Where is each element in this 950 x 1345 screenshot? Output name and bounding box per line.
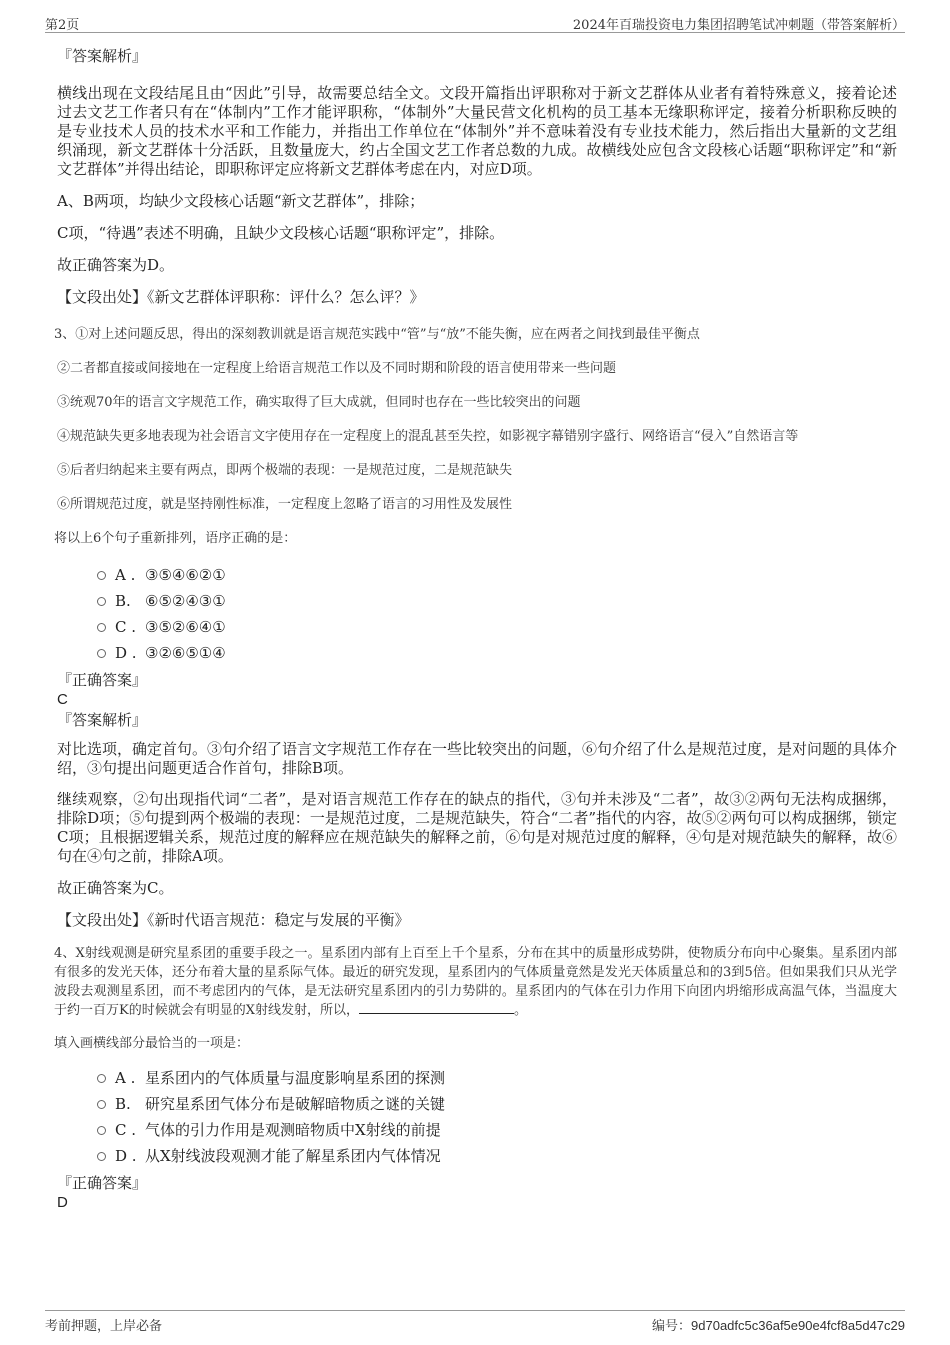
radio-button[interactable] (97, 1074, 106, 1083)
q4-options (57, 1065, 897, 1169)
radio-button[interactable] (97, 1152, 106, 1161)
q2-analysis-c: C项，“待遇”表述不明确，且缺少文段核心话题“职称评定”，排除。 (57, 224, 505, 242)
radio-button[interactable] (97, 623, 106, 632)
q3-option-d[interactable]: D . ③②⑥⑤①④ (57, 640, 897, 666)
page-footer (45, 1310, 905, 1335)
q3-conclusion: 故正确答案为C。 (57, 879, 174, 897)
q4-option-d[interactable]: D . 从X射线波段观测才能了解星系团内气体情况 (57, 1143, 897, 1169)
q3-sentence-3: ③统观70年的语言文字规范工作，确实取得了巨大成就，但同时也存在一些比较突出的问题 (57, 395, 581, 410)
q3-sentence-2: ②二者都直接或间接地在一定程度上给语言规范工作以及不同时期和阶段的语言使用带来一些问题 (57, 361, 617, 376)
q3-option-b[interactable]: B. ⑥⑤②④③① (57, 588, 897, 614)
document-id: 编号：9d70adfc5c36af5e90e4fcf8a5d47c29 (652, 1318, 905, 1333)
q3-sentence-1: 3、①对上述问题反思，得出的深刻教训就是语言规范实践中“管”与“放”不能失衡，应在两者之间找到最佳平衡点 (54, 327, 700, 342)
q4-answer-label: 『正确答案』 (57, 1174, 148, 1192)
q3-analysis-p2: 继续观察，②句出现指代词“二者”，是对语言规范工作存在的缺点的指代，③句并未涉及“二者”，故③②两句无法构成捆绑，排除D项；⑤句提到两个极端的表现：一是规范过度，二是规范缺失，符合“二者”指代的内容，故⑤②两句可以构成捆绑，锁定C项；且根据逻辑关系，规范过度的解释应在规范缺失的解释之前，⑥句是对规范过度的解释，④句是对规范缺失的解释，故⑥句在④句之前，排除A项。 (57, 790, 897, 865)
q3-option-c[interactable]: C . ③⑤②⑥④① (57, 614, 897, 640)
q4-option-a[interactable]: A . 星系团内的气体质量与温度影响星系团的探测 (57, 1065, 897, 1091)
answer-blank (359, 1001, 514, 1014)
q3-source: 【文段出处】《新时代语言规范：稳定与发展的平衡》 (57, 911, 410, 929)
document-body (54, 42, 898, 1213)
page-number: 第2页 (45, 18, 80, 33)
q3-analysis-label: 『答案解析』 (57, 711, 148, 729)
q2-analysis-label: 『答案解析』 (57, 47, 148, 65)
q3-answer: C (57, 691, 68, 708)
document-title: 2024年百瑞投资电力集团招聘笔试冲刺题（带答案解析） (572, 18, 905, 33)
page-header (45, 10, 905, 33)
q2-analysis-text: 横线出现在文段结尾且由“因此”引导，故需要总结全文。文段开篇指出评职称对于新文艺群体从业者有着特殊意义，接着论述过去文艺工作者只有在“体制内”工作才能评职称，“体制外”大量民营文化机构的员工基本无缘职称评定，接着分析职称反映的是专业技术人员的技术水平和工作能力，并指出工作单位在“体制外”并不意味着没有专业技术能力，然后指出大量新的文艺组织涌现，新文艺群体十分活跃，且数量庞大，约占全国文艺工作者总数的九成。故横线处应包含文段核心话题“职称评定”和“新文艺群体”并得出结论，即职称评定应将新文艺群体考虑在内，对应D项。 (57, 84, 897, 178)
q4-answer: D (57, 1194, 68, 1211)
radio-button[interactable] (97, 1100, 106, 1109)
footer-slogan: 考前押题，上岸必备 (45, 1319, 163, 1334)
q4-option-c[interactable]: C . 气体的引力作用是观测暗物质中X射线的前提 (57, 1117, 897, 1143)
q3-option-a[interactable]: A . ③⑤④⑥②① (57, 562, 897, 588)
q3-prompt: 将以上6个句子重新排列，语序正确的是： (54, 531, 297, 546)
q3-sentence-4: ④规范缺失更多地表现为社会语言文字使用存在一定程度上的混乱甚至失控，如影视字幕错别字盛行、网络语言“侵入”自然语言等 (57, 429, 799, 444)
q3-answer-label: 『正确答案』 (57, 671, 148, 689)
q3-analysis-p1: 对比选项，确定首句。③句介绍了语言文字规范工作存在一些比较突出的问题，⑥句介绍了什么是规范过度，是对问题的具体介绍，③句提出问题更适合作首句，排除B项。 (57, 740, 898, 777)
radio-button[interactable] (97, 571, 106, 580)
q2-conclusion: 故正确答案为D。 (57, 256, 175, 274)
q3-sentence-5: ⑤后者归纳起来主要有两点，即两个极端的表现：一是规范过度，二是规范缺失 (57, 463, 513, 478)
radio-button[interactable] (97, 649, 106, 658)
q2-analysis-ab: A、B两项，均缺少文段核心话题“新文艺群体”，排除； (57, 192, 425, 210)
q3-options (57, 562, 897, 666)
q2-source: 【文段出处】《新文艺群体评职称：评什么？怎么评？》 (57, 288, 425, 306)
q4-stem: 4、X射线观测是研究星系团的重要手段之一。星系团内部有上百至上千个星系，分布在其中的质量形成势阱，使物质分布向中心聚集。星系团内部有很多的发光天体，还分布着大量的星系际气体。最近的研究发现，星系团内的气体质量竟然是发光天体质量总和的3到5倍。但如果我们只从光学波段去观测星系团，而不考虑团内的气体，是无法研究星系团内的引力势阱的。星系团内的气体在引力作用下向团内坍缩形成高温气体，当温度大于约一百万K的时候就会有明显的X射线发射，所以， 。 (54, 946, 897, 1018)
q4-option-b[interactable]: B. 研究星系团气体分布是破解暗物质之谜的关键 (57, 1091, 897, 1117)
radio-button[interactable] (97, 1126, 106, 1135)
q4-prompt: 填入画横线部分最恰当的一项是： (54, 1036, 250, 1051)
radio-button[interactable] (97, 597, 106, 606)
q3-sentence-6: ⑥所谓规范过度，就是坚持刚性标准，一定程度上忽略了语言的习用性及发展性 (57, 497, 513, 512)
